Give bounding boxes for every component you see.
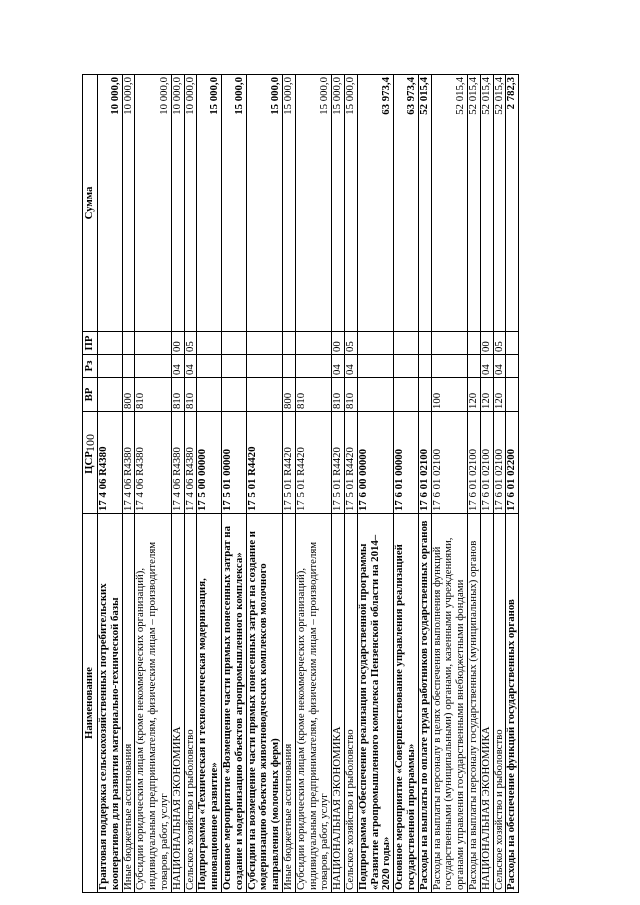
row-rz — [357, 355, 393, 378]
row-csr: 17 4 06 R4380 — [135, 412, 171, 514]
row-pr — [98, 332, 123, 355]
row-rz — [246, 355, 282, 378]
row-vr: 810 — [295, 378, 331, 412]
row-rz — [282, 355, 295, 378]
table-row — [135, 75, 171, 893]
row-rz — [135, 355, 171, 378]
table-row — [246, 75, 282, 893]
row-vr — [221, 378, 246, 412]
table-row — [98, 75, 123, 893]
row-vr: 810 — [184, 378, 197, 412]
row-vr: 120 — [480, 378, 493, 412]
row-vr: 100 — [431, 378, 467, 412]
table-row — [332, 75, 345, 893]
row-rz — [506, 355, 519, 378]
header-pr: ПР — [83, 332, 98, 355]
table-body — [98, 75, 519, 893]
row-pr — [221, 332, 246, 355]
page-number: 100 — [83, 434, 97, 452]
table-header-row — [83, 75, 98, 893]
row-pr — [357, 332, 393, 355]
row-name: Расходы на выплаты персоналу государственных (муниципальных) органов — [467, 514, 480, 893]
table-row — [295, 75, 331, 893]
row-pr — [431, 332, 467, 355]
row-sum: 10 000,0 — [98, 75, 123, 332]
row-csr: 17 6 01 02100 — [480, 412, 493, 514]
row-rz — [431, 355, 467, 378]
row-sum: 15 000,0 — [221, 75, 246, 332]
row-pr — [122, 332, 135, 355]
row-pr: 05 — [344, 332, 357, 355]
header-rz: Рз — [83, 355, 98, 378]
row-sum: 15 000,0 — [332, 75, 345, 332]
row-pr: 05 — [184, 332, 197, 355]
row-csr: 17 5 01 R4420 — [344, 412, 357, 514]
row-sum: 15 000,0 — [197, 75, 222, 332]
row-name: НАЦИОНАЛЬНАЯ ЭКОНОМИКА — [332, 514, 345, 893]
row-sum: 63 973,4 — [394, 75, 419, 332]
row-name: НАЦИОНАЛЬНАЯ ЭКОНОМИКА — [480, 514, 493, 893]
row-csr: 17 6 01 02100 — [467, 412, 480, 514]
row-csr: 17 6 01 02100 — [431, 412, 467, 514]
row-sum: 15 000,0 — [344, 75, 357, 332]
row-vr — [394, 378, 419, 412]
row-sum: 52 015,4 — [480, 75, 493, 332]
row-sum: 63 973,4 — [357, 75, 393, 332]
row-csr: 17 5 01 R4420 — [332, 412, 345, 514]
row-name: Иные бюджетные ассигнования — [122, 514, 135, 893]
row-pr — [467, 332, 480, 355]
table-row — [394, 75, 419, 893]
row-name: Субсидии юридическим лицам (кроме некоммерческих организаций), индивидуальным предпринимателям, физическим лицам – производителям товаров, работ, услуг — [135, 514, 171, 893]
row-rz — [98, 355, 123, 378]
row-pr — [394, 332, 419, 355]
row-rz: 04 — [171, 355, 184, 378]
row-name: Грантовая поддержка сельскохозяйственных потребительских кооперативов для развития материально-технической базы — [98, 514, 123, 893]
table-row — [184, 75, 197, 893]
table-row — [197, 75, 222, 893]
row-csr: 17 5 00 00000 — [197, 412, 222, 514]
row-csr: 17 4 06 R4380 — [171, 412, 184, 514]
row-name: НАЦИОНАЛЬНАЯ ЭКОНОМИКА — [171, 514, 184, 893]
row-name: Расходы на обеспечение функций государственных органов — [506, 514, 519, 893]
row-vr: 810 — [344, 378, 357, 412]
row-csr: 17 6 00 00000 — [357, 412, 393, 514]
row-csr: 17 6 01 00000 — [394, 412, 419, 514]
row-vr — [357, 378, 393, 412]
row-vr — [506, 378, 519, 412]
row-name: Основное мероприятие «Возмещение части прямых понесенных затрат на создание и модернизацию объектов агропромышленного комплекса» — [221, 514, 246, 893]
row-vr — [246, 378, 282, 412]
row-vr: 800 — [122, 378, 135, 412]
row-sum: 10 000,0 — [184, 75, 197, 332]
row-sum: 10 000,0 — [122, 75, 135, 332]
row-csr: 17 6 01 02200 — [506, 412, 519, 514]
row-vr: 810 — [332, 378, 345, 412]
row-sum: 15 000,0 — [282, 75, 295, 332]
row-pr — [135, 332, 171, 355]
row-pr — [197, 332, 222, 355]
row-pr — [418, 332, 431, 355]
row-rz: 04 — [344, 355, 357, 378]
table-row — [493, 75, 506, 893]
row-rz — [295, 355, 331, 378]
row-sum: 15 000,0 — [295, 75, 331, 332]
budget-table — [82, 74, 519, 893]
table-row — [282, 75, 295, 893]
table-row — [221, 75, 246, 893]
table-row — [418, 75, 431, 893]
row-pr — [246, 332, 282, 355]
table-row — [344, 75, 357, 893]
row-sum: 52 015,4 — [493, 75, 506, 332]
row-vr: 800 — [282, 378, 295, 412]
row-csr: 17 6 01 02100 — [493, 412, 506, 514]
row-csr: 17 5 01 R4420 — [282, 412, 295, 514]
row-name: Подпрограмма «Обеспечение реализации государственной программы «Развитие агропромышленного комплекса Пензенской области на 2014–2020 годы» — [357, 514, 393, 893]
table-row — [467, 75, 480, 893]
row-pr: 05 — [493, 332, 506, 355]
row-vr — [418, 378, 431, 412]
row-name: Субсидии на возмещение части прямых понесенных затрат на создание и модернизацию объектов животноводческих комплексов молочного направления (молочных ферм) — [246, 514, 282, 893]
row-sum: 52 015,4 — [431, 75, 467, 332]
row-name: Сельское хозяйство и рыболовство — [344, 514, 357, 893]
row-sum: 52 015,4 — [467, 75, 480, 332]
table-row — [506, 75, 519, 893]
row-name: Сельское хозяйство и рыболовство — [493, 514, 506, 893]
row-pr: 00 — [332, 332, 345, 355]
row-rz — [122, 355, 135, 378]
row-rz: 04 — [493, 355, 506, 378]
row-csr: 17 4 06 R4380 — [184, 412, 197, 514]
row-csr: 17 4 06 R4380 — [98, 412, 123, 514]
row-vr: 810 — [135, 378, 171, 412]
row-rz — [467, 355, 480, 378]
row-pr — [295, 332, 331, 355]
row-pr — [282, 332, 295, 355]
row-vr — [98, 378, 123, 412]
rotated-page-content — [82, 75, 607, 893]
row-name: Субсидии юридическим лицам (кроме некоммерческих организаций), индивидуальным предпринимателям, физическим лицам – производителям товаров, работ, услуг — [295, 514, 331, 893]
row-rz: 04 — [184, 355, 197, 378]
row-sum: 10 000,0 — [135, 75, 171, 332]
table-row — [171, 75, 184, 893]
table-row — [431, 75, 467, 893]
header-csr: ЦСР — [83, 412, 98, 514]
row-name: Иные бюджетные ассигнования — [282, 514, 295, 893]
row-pr: 00 — [480, 332, 493, 355]
row-pr — [506, 332, 519, 355]
header-name: Наименование — [83, 514, 98, 893]
row-sum: 52 015,4 — [418, 75, 431, 332]
row-name: Сельское хозяйство и рыболовство — [184, 514, 197, 893]
row-rz — [221, 355, 246, 378]
row-name: Расходы на выплаты персоналу в целях обеспечения выполнения функций государственными (муниципальными) органами, казенными учреждениями, органами управления государственными внебюджетными фондами — [431, 514, 467, 893]
row-rz — [394, 355, 419, 378]
row-sum: 2 782,3 — [506, 75, 519, 332]
header-vr: ВР — [83, 378, 98, 412]
row-csr: 17 4 06 R4380 — [122, 412, 135, 514]
row-pr: 00 — [171, 332, 184, 355]
row-sum: 15 000,0 — [246, 75, 282, 332]
row-rz: 04 — [480, 355, 493, 378]
row-name: Расходы на выплаты по оплате труда работников государственных органов — [418, 514, 431, 893]
row-csr: 17 6 01 02100 — [418, 412, 431, 514]
row-csr: 17 5 01 R4420 — [295, 412, 331, 514]
row-rz — [418, 355, 431, 378]
row-rz: 04 — [332, 355, 345, 378]
row-vr: 120 — [467, 378, 480, 412]
row-csr: 17 5 01 00000 — [221, 412, 246, 514]
table-row — [357, 75, 393, 893]
table-row — [122, 75, 135, 893]
row-rz — [197, 355, 222, 378]
row-vr — [197, 378, 222, 412]
header-sum: Сумма — [83, 75, 98, 332]
row-name: Основное мероприятие «Совершенствование управления реализацией государственной программы» — [394, 514, 419, 893]
row-csr: 17 5 01 R4420 — [246, 412, 282, 514]
row-name: Подпрограмма «Техническая и технологическая модернизация, инновационное развитие» — [197, 514, 222, 893]
table-row — [480, 75, 493, 893]
row-sum: 10 000,0 — [171, 75, 184, 332]
row-vr: 810 — [171, 378, 184, 412]
row-vr: 120 — [493, 378, 506, 412]
